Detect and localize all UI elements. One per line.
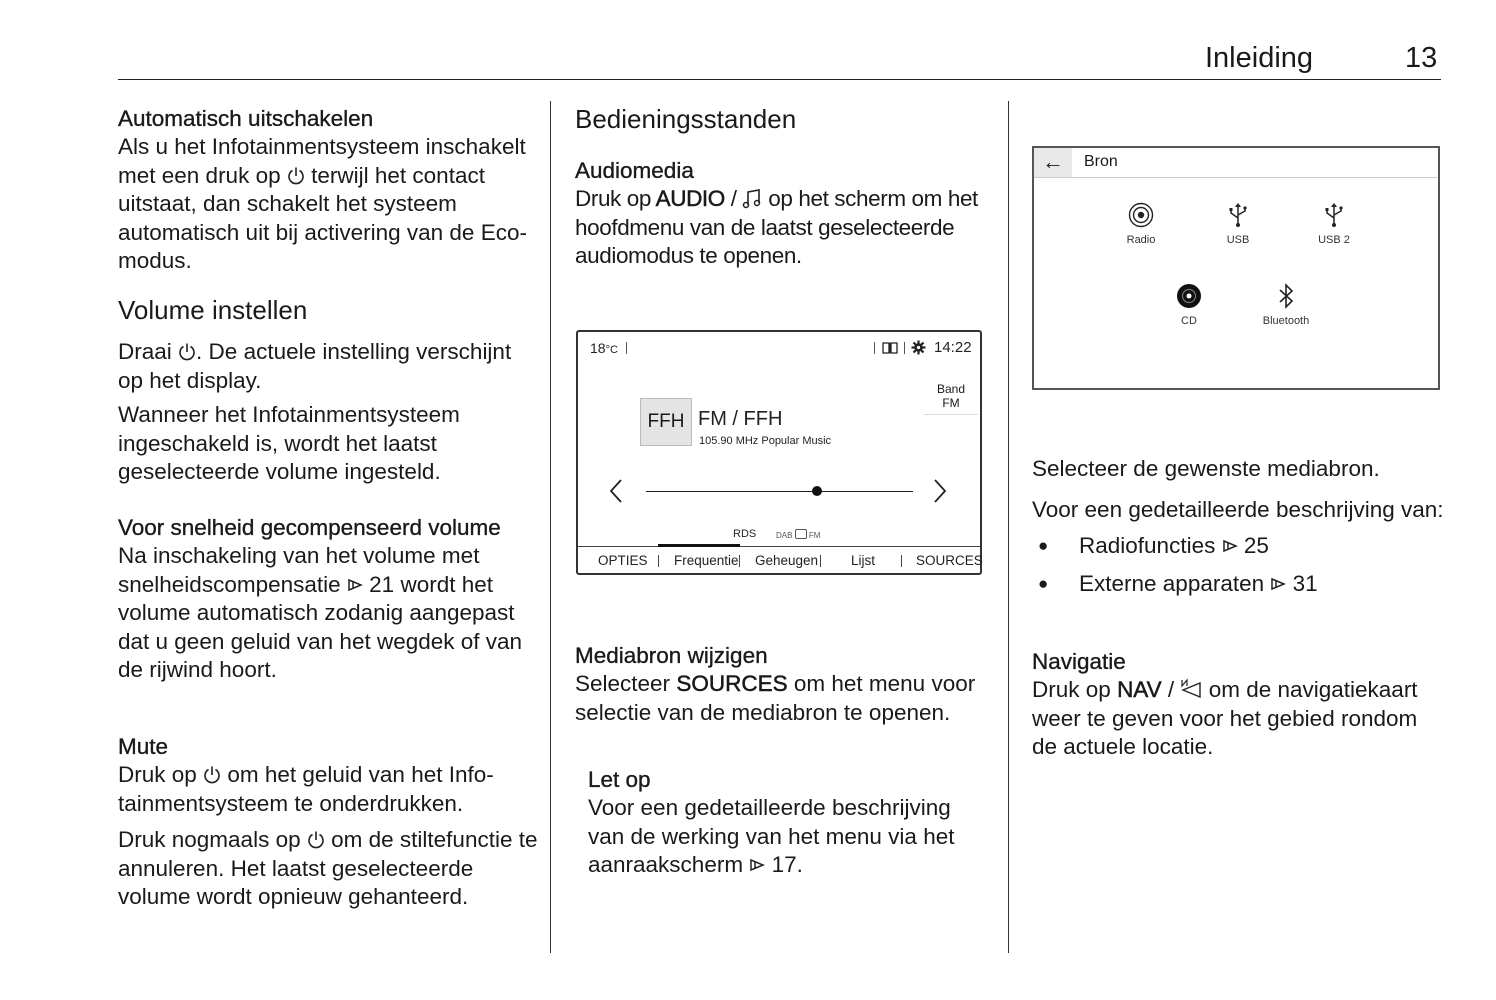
audio-key-label: AUDIO xyxy=(655,186,725,211)
station-name: FM / FFH xyxy=(698,408,783,430)
paragraph-volume-2: Wanneer het Infotainmentsysteem ingeschakeld is, wordt het laatst geselecteerde volume ingesteld. xyxy=(118,402,460,484)
section-auto-off xyxy=(118,105,538,276)
paragraph-select-source: Selecteer de gewenste mediabron. xyxy=(1032,456,1380,481)
heading-modes: Bedieningsstanden xyxy=(575,104,797,134)
running-header-title: Inleiding xyxy=(1205,42,1314,74)
section-navigation xyxy=(1032,648,1442,762)
source-usb[interactable]: USB xyxy=(1198,202,1278,246)
tab-memory[interactable]: Geheugen xyxy=(755,553,819,568)
paragraph-mute-1: Druk op om het geluid van het Infotainmentsysteem te onderdrukken. xyxy=(118,762,494,816)
heading-navigation: Navigatie xyxy=(1032,649,1126,674)
column-divider-1 xyxy=(550,101,551,953)
section-speed-comp xyxy=(118,514,538,685)
source-screen-title: Bron xyxy=(1084,153,1118,170)
tab-separator xyxy=(739,555,740,567)
paragraph-navigation: Druk op NAV / om de navigatiekaart weer te geven voor het gebied rondom de actuele locatie. xyxy=(1032,677,1418,759)
tab-list[interactable]: Lijst xyxy=(851,553,876,568)
tab-options[interactable]: OPTIES xyxy=(598,553,648,568)
tab-separator xyxy=(820,555,821,567)
source-screen xyxy=(1032,146,1440,390)
paragraph-note: Voor een gedetailleerde beschrijving van de werking van het menu via het aanraakscherm 17. xyxy=(588,795,955,877)
tab-separator xyxy=(901,555,902,567)
header-rule xyxy=(118,79,1441,80)
source-radio[interactable]: Radio xyxy=(1101,202,1181,246)
section-mute xyxy=(118,733,538,912)
paragraph-detail-intro: Voor een gedetailleerde beschrijving van: xyxy=(1032,496,1444,522)
link-icon xyxy=(795,529,807,539)
gear-icon[interactable] xyxy=(911,340,926,355)
reference-arrow-icon xyxy=(749,856,765,874)
heading-mute: Mute xyxy=(118,734,169,759)
page-reference[interactable]: 21 xyxy=(369,571,395,597)
heading-speed-comp: Voor snelheid gecompenseerd volume xyxy=(118,515,501,540)
section-modes xyxy=(575,103,995,271)
paragraph-speed-comp: Na inschakeling van het volume met snelheidscompensatie 21 wordt het volume automatisch zodanig aangepast dat u geen geluid van het wegdek of van de rijwind hoort. xyxy=(118,543,523,682)
radio-tab-bar xyxy=(578,546,983,576)
reference-list xyxy=(1032,532,1447,598)
status-divider xyxy=(874,342,875,354)
dab-fm-indicator: DAB FM xyxy=(776,531,821,540)
power-icon xyxy=(307,830,325,850)
source-bluetooth[interactable]: Bluetooth xyxy=(1246,283,1326,327)
list-item: ● Externe apparaten 31 xyxy=(1032,570,1447,599)
status-divider xyxy=(904,342,905,354)
band-button[interactable]: Band FM xyxy=(924,382,978,415)
tab-separator xyxy=(658,555,659,567)
note-box xyxy=(588,766,983,880)
paragraph-mute-2: Druk nogmaals op om de stiltefunctie te annuleren. Het laatst geselecteerde volume wordt opnieuw gehanteerd. xyxy=(118,827,538,909)
reference-arrow-icon xyxy=(347,576,363,594)
frequency-slider-handle[interactable] xyxy=(812,486,822,496)
navigation-arrow-icon xyxy=(1180,678,1202,700)
reference-arrow-icon xyxy=(1222,537,1238,555)
frequency-slider-track[interactable] xyxy=(646,491,913,492)
page-reference[interactable]: 17. xyxy=(771,852,803,877)
tab-frequency[interactable]: Frequentie xyxy=(674,553,739,568)
radio-screen xyxy=(576,330,982,575)
music-note-icon xyxy=(742,188,762,210)
heading-media-source: Mediabron wijzigen xyxy=(575,643,768,668)
clock: 14:22 xyxy=(934,339,972,356)
tab-sources[interactable]: SOURCES xyxy=(916,553,983,568)
source-screen-header xyxy=(1034,148,1438,178)
nav-key-label: NAV xyxy=(1117,677,1162,702)
active-tab-indicator xyxy=(658,544,740,547)
next-arrow-icon[interactable] xyxy=(932,478,948,504)
section-select-source xyxy=(1032,455,1447,607)
status-divider xyxy=(626,342,627,354)
source-cd[interactable]: CD xyxy=(1149,283,1229,327)
radio-icon xyxy=(1128,202,1154,228)
source-usb-2[interactable]: USB 2 xyxy=(1294,202,1374,246)
section-media-source xyxy=(575,642,995,727)
usb-icon xyxy=(1227,202,1249,228)
column-divider-2 xyxy=(1008,101,1009,953)
list-item: ● Radiofuncties 25 xyxy=(1032,532,1447,561)
power-icon xyxy=(178,342,196,362)
page-reference[interactable]: 25 xyxy=(1243,533,1269,558)
heading-note: Let op xyxy=(588,767,651,792)
page-reference[interactable]: 31 xyxy=(1292,570,1318,596)
usb-icon xyxy=(1323,202,1345,228)
back-arrow-icon[interactable]: ← xyxy=(1034,148,1072,177)
bluetooth-icon xyxy=(1277,283,1295,309)
paragraph-volume-1: Draai . De actuele instelling verschijnt op het display. xyxy=(118,339,512,393)
station-logo: FFH xyxy=(640,398,692,446)
cd-icon xyxy=(1176,283,1202,309)
rds-indicator: RDS xyxy=(733,528,757,540)
page-number: 13 xyxy=(1405,42,1438,74)
paragraph-auto-off: Als u het Infotainmentsysteem inschakelt met een druk op terwijl het contact uitstaat, dan schakelt het systeem automatisch uit bij activering van de Eco-modus. xyxy=(118,134,527,273)
paragraph-audiomedia: Druk op AUDIO / op het scherm om het hoofdmenu van de laatst geselecteerde audiomodus te openen. xyxy=(575,186,978,268)
temperature: 18°C xyxy=(590,340,618,356)
previous-arrow-icon[interactable] xyxy=(608,478,624,504)
heading-volume: Volume instellen xyxy=(118,295,308,325)
paragraph-media-source: Selecteer SOURCES om het menu voor selectie van de mediabron te openen. xyxy=(575,671,976,725)
power-icon xyxy=(287,166,305,186)
heading-audiomedia: Audiomedia xyxy=(575,158,694,183)
sources-key-label: SOURCES xyxy=(676,671,788,696)
section-volume xyxy=(118,294,538,487)
heading-auto-off: Automatisch uitschakelen xyxy=(118,106,374,131)
reference-arrow-icon xyxy=(1270,575,1286,593)
station-info: 105.90 MHz Popular Music xyxy=(699,435,832,447)
power-icon xyxy=(203,765,221,785)
book-icon[interactable] xyxy=(882,341,898,355)
